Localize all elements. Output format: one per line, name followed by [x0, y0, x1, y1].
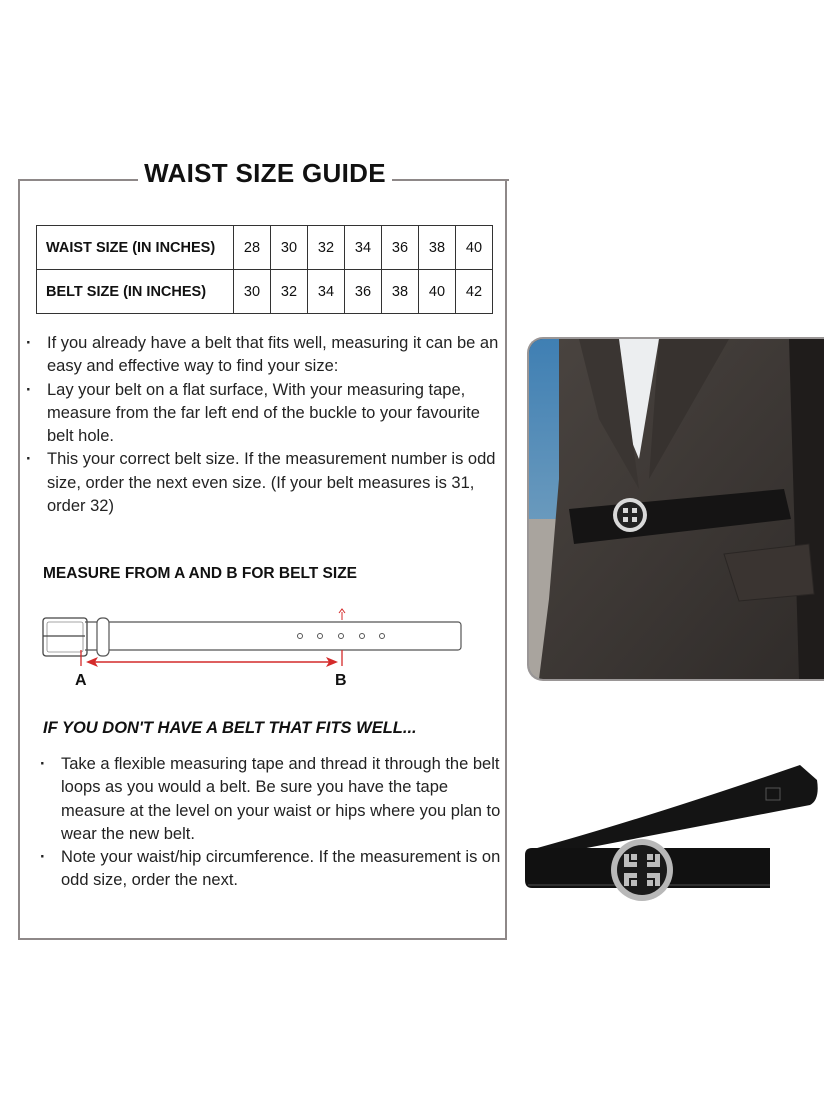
size-table: [36, 225, 493, 314]
table-cell: 34: [345, 226, 382, 270]
row-label: BELT SIZE (IN INCHES): [37, 270, 234, 314]
table-row-waist: [37, 226, 493, 270]
table-cell: 40: [456, 226, 493, 270]
product-photo: [520, 760, 824, 910]
table-cell: 28: [234, 226, 271, 270]
table-row-belt: [37, 270, 493, 314]
table-cell: 36: [345, 270, 382, 314]
no-belt-instructions: [34, 753, 504, 893]
table-cell: 34: [308, 270, 345, 314]
table-cell: 36: [382, 226, 419, 270]
diagram-heading: MEASURE FROM A AND B FOR BELT SIZE: [43, 565, 358, 582]
table-cell: 38: [382, 270, 419, 314]
model-blazer-illustration: [529, 339, 824, 679]
lifestyle-photo: [527, 337, 824, 681]
existing-belt-instructions: [20, 332, 505, 518]
table-cell: 40: [419, 270, 456, 314]
list-item: · This your correct belt size. If the measurement number is odd size, order the next even size. (If your belt measures is 31, order 32): [20, 448, 505, 518]
table-cell: 42: [456, 270, 493, 314]
row-label: WAIST SIZE (IN INCHES): [37, 226, 234, 270]
list-item: · Note your waist/hip circumference. If the measurement is on odd size, order the next.: [34, 846, 504, 893]
page-title: WAIST SIZE GUIDE: [144, 158, 386, 188]
table-cell: 32: [271, 270, 308, 314]
table-cell: 32: [308, 226, 345, 270]
no-belt-heading: IF YOU DON'T HAVE A BELT THAT FITS WELL...: [43, 719, 417, 737]
list-item: · Take a flexible measuring tape and thread it through the belt loops as you would a belt. Be sure you have the tape measure at the level on your waist or hips where you plan to wear the new belt.: [34, 753, 504, 846]
point-a-label: A: [75, 672, 87, 689]
belt-measure-diagram: [30, 600, 470, 690]
table-cell: 30: [271, 226, 308, 270]
point-b-label: B: [335, 672, 347, 689]
table-cell: 38: [419, 226, 456, 270]
table-cell: 30: [234, 270, 271, 314]
list-item: · Lay your belt on a flat surface, With your measuring tape, measure from the far left end of the buckle to your favourite belt hole.: [20, 379, 505, 449]
list-item: · If you already have a belt that fits well, measuring it can be an easy and effective way to find your size:: [20, 332, 505, 379]
